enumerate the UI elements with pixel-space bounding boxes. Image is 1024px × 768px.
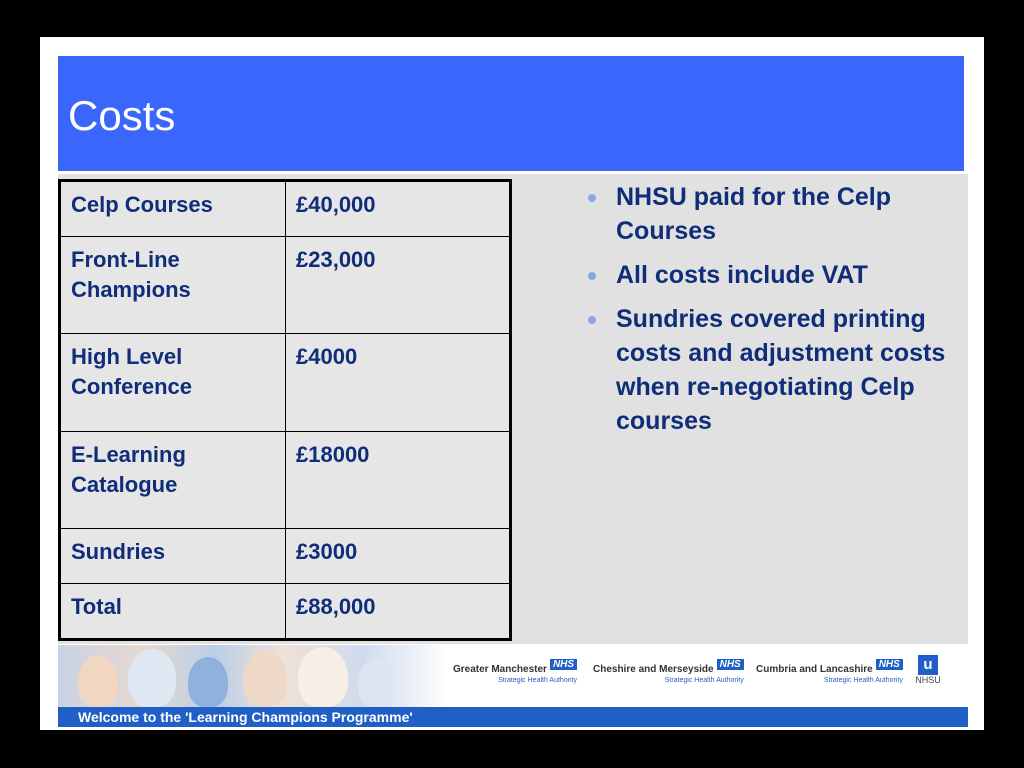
note-text: All costs include VAT — [616, 261, 868, 289]
cost-item: Front-Line Champions — [60, 237, 286, 334]
cumbria-lancashire-logo: Cumbria and Lancashire NHS Strategic Health Authority — [756, 659, 903, 684]
table-row — [60, 237, 511, 334]
welcome-bar — [58, 707, 968, 727]
welcome-text: Welcome to the 'Learning Champions Programme' — [78, 709, 413, 725]
partner-logos — [453, 655, 963, 705]
table-row — [60, 181, 511, 237]
nhsu-mark-icon: u — [918, 655, 938, 675]
note-text: NHSU paid for the Celp Courses — [616, 183, 892, 245]
nhsu-logo: u NHSU — [915, 656, 941, 685]
cost-item: High Level Conference — [60, 334, 286, 431]
table-row — [60, 431, 511, 528]
list-item — [588, 302, 968, 438]
greater-manchester-logo: Greater Manchester NHS Strategic Health Authority — [453, 659, 578, 684]
cost-value: £4000 — [286, 334, 511, 431]
title-bar — [58, 56, 964, 171]
notes-list — [588, 180, 968, 448]
table-row-total — [60, 583, 511, 639]
total-label: Total — [60, 583, 286, 639]
table-row — [60, 334, 511, 431]
cost-value: £3000 — [286, 528, 511, 583]
cost-value: £23,000 — [286, 237, 511, 334]
total-value: £88,000 — [286, 583, 511, 639]
costs-table — [58, 179, 512, 641]
table-row — [60, 528, 511, 583]
cheshire-merseyside-logo: Cheshire and Merseyside NHS Strategic Health Authority — [593, 659, 744, 684]
slide — [40, 37, 984, 730]
list-item — [588, 180, 968, 248]
cost-item: Sundries — [60, 528, 286, 583]
footer-banner — [58, 645, 968, 727]
slide-title: Costs — [68, 92, 176, 139]
cost-value: £40,000 — [286, 181, 511, 237]
bullet-icon — [588, 316, 596, 324]
staff-photo-strip — [58, 645, 448, 707]
note-text: Sundries covered printing costs and adjustment costs when re-negotiating Celp courses — [616, 305, 946, 435]
cost-item: Celp Courses — [60, 181, 286, 237]
bullet-icon — [588, 272, 596, 280]
content-area — [58, 174, 968, 644]
cost-value: £18000 — [286, 431, 511, 528]
list-item — [588, 258, 968, 292]
bullet-icon — [588, 194, 596, 202]
cost-item: E-Learning Catalogue — [60, 431, 286, 528]
